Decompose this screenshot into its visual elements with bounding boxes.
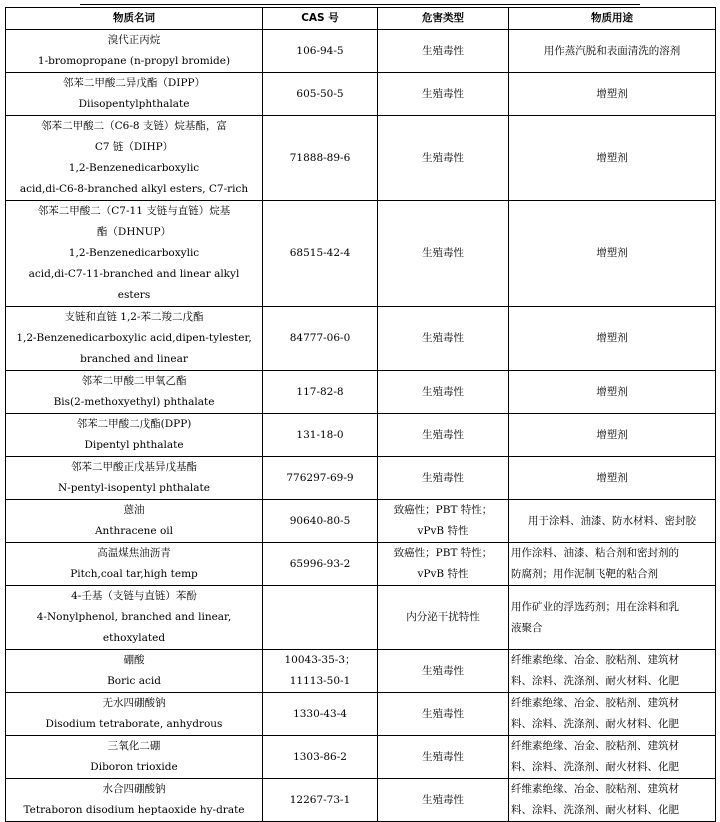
header-use: 物质用途 bbox=[509, 8, 716, 30]
cell-line: 4-Nonylphenol, branched and linear, bbox=[36, 611, 232, 623]
substance-name-cell bbox=[6, 779, 263, 822]
cell-line: 1303-86-2 bbox=[293, 750, 347, 763]
substance-use-cell bbox=[509, 307, 716, 371]
cell-line: 增塑剂 bbox=[596, 428, 628, 441]
cell-line: 料、涂料、洗涤剂、耐火材料、化肥 bbox=[511, 804, 679, 816]
substance-use-cell bbox=[509, 586, 716, 650]
cell-line: 12267-73-1 bbox=[289, 793, 351, 806]
table-body bbox=[6, 30, 716, 822]
cell-line: vPvB 特性 bbox=[417, 568, 469, 580]
cell-line: 10043-35-3； bbox=[284, 654, 356, 666]
cell-line: 用作涂料、油漆、粘合剂和密封剂的 bbox=[511, 547, 679, 559]
cell-line: 65996-93-2 bbox=[289, 557, 351, 570]
cell-line: vPvB 特性 bbox=[417, 525, 469, 537]
cell-line: acid,di-C6-8-branched alkyl esters, C7-rich bbox=[19, 183, 249, 195]
header-row bbox=[6, 8, 716, 30]
cell-line: 生殖毒性 bbox=[422, 428, 464, 441]
cas-number-cell bbox=[263, 500, 378, 543]
substance-use-cell bbox=[509, 543, 716, 586]
cell-line: 邻苯二甲酸二甲氧乙酯 bbox=[81, 375, 187, 387]
cas-number-cell bbox=[263, 457, 378, 500]
cell-line: N-pentyl-isopentyl phthalate bbox=[58, 482, 210, 494]
cell-line: 11113-50-1 bbox=[289, 675, 351, 687]
cell-line: 邻苯二甲酸正戊基异戊基酯 bbox=[71, 461, 197, 473]
table-row bbox=[6, 650, 716, 693]
cell-line: 邻苯二甲酸二（C6-8 支链）烷基酯，富 bbox=[41, 120, 227, 132]
cell-line: 生殖毒性 bbox=[422, 247, 464, 259]
cell-line: 酯（DHNUP） bbox=[96, 226, 172, 238]
cell-line: 增塑剂 bbox=[596, 87, 628, 100]
cell-line: 776297-69-9 bbox=[286, 471, 354, 484]
substance-use-cell bbox=[509, 650, 716, 693]
substance-name-cell bbox=[6, 457, 263, 500]
cell-line: 71888-89-6 bbox=[289, 151, 351, 164]
cell-line: 防腐剂；用作泥制飞靶的粘合剂 bbox=[511, 568, 658, 580]
hazard-type-cell bbox=[378, 307, 509, 371]
cell-line: 84777-06-0 bbox=[289, 332, 351, 344]
cell-line: 增塑剂 bbox=[596, 247, 628, 259]
substance-name-cell bbox=[6, 650, 263, 693]
table-row bbox=[6, 73, 716, 116]
cell-line: ethoxylated bbox=[102, 632, 166, 644]
cell-line: 增塑剂 bbox=[596, 332, 628, 344]
substance-name-cell bbox=[6, 586, 263, 650]
substance-name-cell bbox=[6, 307, 263, 371]
cell-line: 1,2-Benzenedicarboxylic bbox=[68, 162, 200, 174]
substance-name-cell bbox=[6, 693, 263, 736]
cas-number-cell bbox=[263, 779, 378, 822]
table-row bbox=[6, 30, 716, 73]
cell-line: esters bbox=[117, 289, 151, 301]
table-row bbox=[6, 586, 716, 650]
hazard-type-cell bbox=[378, 457, 509, 500]
table-row bbox=[6, 500, 716, 543]
cell-line: 内分泌干扰特性 bbox=[406, 611, 480, 623]
substance-use-cell bbox=[509, 414, 716, 457]
cas-number-cell bbox=[263, 543, 378, 586]
cell-line: 增塑剂 bbox=[596, 151, 628, 164]
cell-line: 液聚合 bbox=[511, 621, 543, 634]
substance-use-cell bbox=[509, 693, 716, 736]
substance-use-cell bbox=[509, 500, 716, 543]
substance-name-cell bbox=[6, 736, 263, 779]
hazard-type-cell bbox=[378, 500, 509, 543]
substance-use-cell bbox=[509, 457, 716, 500]
header-name: 物质名词 bbox=[6, 8, 263, 30]
cas-number-cell bbox=[263, 736, 378, 779]
table-row bbox=[6, 116, 716, 201]
cell-line: 纤维素绝缘、冶金、胶粘剂、建筑材 bbox=[511, 783, 679, 795]
cell-line: 致癌性；PBT 特性； bbox=[393, 504, 493, 516]
cell-line: 料、涂料、洗涤剂、耐火材料、化肥 bbox=[511, 718, 679, 730]
cell-line: Boric acid bbox=[107, 675, 161, 687]
cell-line: branched and linear bbox=[80, 353, 188, 365]
substance-name-cell bbox=[6, 500, 263, 543]
table-row bbox=[6, 371, 716, 414]
substance-name-cell bbox=[6, 371, 263, 414]
cell-line: 生殖毒性 bbox=[422, 385, 464, 398]
table-row bbox=[6, 307, 716, 371]
cell-line: 106-94-5 bbox=[296, 44, 344, 57]
cell-line: 用于涂料、油漆、防水材料、密封胶 bbox=[528, 514, 696, 527]
cell-line: 增塑剂 bbox=[596, 385, 628, 398]
substance-use-cell bbox=[509, 371, 716, 414]
hazard-type-cell bbox=[378, 414, 509, 457]
table-row bbox=[6, 779, 716, 822]
cell-line: 溴代正丙烷 bbox=[107, 34, 161, 46]
cell-line: 纤维素绝缘、冶金、胶粘剂、建筑材 bbox=[511, 654, 679, 666]
substance-use-cell bbox=[509, 73, 716, 116]
substance-name-cell bbox=[6, 543, 263, 586]
cell-line: 无水四硼酸钠 bbox=[102, 697, 166, 709]
cell-line: acid,di-C7-11-branched and linear alkyl bbox=[28, 268, 240, 280]
cell-line: 131-18-0 bbox=[296, 428, 344, 441]
cell-line: 邻苯二甲酸二戊酯(DPP) bbox=[76, 418, 192, 430]
cell-line: Bis(2-methoxyethyl) phthalate bbox=[53, 396, 215, 408]
cas-number-cell bbox=[263, 30, 378, 73]
hazard-type-cell bbox=[378, 116, 509, 201]
cas-number-cell bbox=[263, 650, 378, 693]
cell-line: 117-82-8 bbox=[296, 385, 344, 398]
substance-name-cell bbox=[6, 201, 263, 307]
hazard-type-cell bbox=[378, 693, 509, 736]
cell-line: C7 链（DIHP） bbox=[94, 141, 174, 153]
cell-line: 生殖毒性 bbox=[422, 151, 464, 164]
cell-line: 生殖毒性 bbox=[422, 87, 464, 100]
hazard-type-cell bbox=[378, 371, 509, 414]
cas-number-cell bbox=[263, 307, 378, 371]
cell-line: 生殖毒性 bbox=[422, 793, 464, 806]
hazard-type-cell bbox=[378, 650, 509, 693]
substance-use-cell bbox=[509, 736, 716, 779]
cell-line: 邻苯二甲酸二（C7-11 支链与直链）烷基 bbox=[37, 205, 231, 217]
cell-line: 增塑剂 bbox=[596, 471, 628, 484]
cas-number-cell bbox=[263, 371, 378, 414]
cell-line: Pitch,coal tar,high temp bbox=[70, 568, 198, 580]
cell-line: Dipentyl phthalate bbox=[84, 439, 184, 451]
cell-line: 生殖毒性 bbox=[422, 750, 464, 763]
cell-line: 水合四硼酸钠 bbox=[102, 783, 166, 795]
table-row bbox=[6, 414, 716, 457]
cell-line: 605-50-5 bbox=[296, 87, 344, 100]
cell-line: 硼酸 bbox=[123, 654, 145, 666]
cas-number-cell bbox=[263, 693, 378, 736]
hazard-type-cell bbox=[378, 586, 509, 650]
substance-table bbox=[5, 7, 716, 822]
table-row bbox=[6, 736, 716, 779]
top-rule bbox=[80, 4, 640, 5]
substance-name-cell bbox=[6, 30, 263, 73]
substance-use-cell bbox=[509, 201, 716, 307]
cell-line: 料、涂料、洗涤剂、耐火材料、化肥 bbox=[511, 675, 679, 687]
substance-name-cell bbox=[6, 414, 263, 457]
cell-line: 1330-43-4 bbox=[293, 707, 347, 720]
cell-line: 4-壬基（支链与直链）苯酚 bbox=[71, 590, 197, 602]
cas-number-cell bbox=[263, 414, 378, 457]
cell-line: 用作蒸汽脱和表面清洗的溶剂 bbox=[543, 44, 681, 57]
cell-line: 1,2-Benzenedicarboxylic acid,dipen-tylester, bbox=[16, 332, 252, 344]
cell-line: 高温煤焦油沥青 bbox=[97, 547, 171, 559]
cell-line: 68515-42-4 bbox=[289, 247, 351, 259]
cell-line: 纤维素绝缘、冶金、胶粘剂、建筑材 bbox=[511, 697, 679, 709]
table-row bbox=[6, 693, 716, 736]
table-row bbox=[6, 201, 716, 307]
table-row bbox=[6, 543, 716, 586]
cell-line: 用作矿业的浮选药剂；用在涂料和乳 bbox=[511, 600, 679, 613]
cell-line: 生殖毒性 bbox=[422, 471, 464, 484]
cell-line: 三氧化二硼 bbox=[107, 740, 161, 752]
cas-number-cell bbox=[263, 586, 378, 650]
cell-line: 90640-80-5 bbox=[289, 514, 351, 527]
hazard-type-cell bbox=[378, 30, 509, 73]
cell-line: 料、涂料、洗涤剂、耐火材料、化肥 bbox=[511, 761, 679, 773]
substance-use-cell bbox=[509, 30, 716, 73]
hazard-type-cell bbox=[378, 736, 509, 779]
cell-line: 蒽油 bbox=[123, 504, 145, 516]
cell-line: Tetraboron disodium heptaoxide hy-drate bbox=[23, 804, 245, 816]
table-row bbox=[6, 457, 716, 500]
substance-use-cell bbox=[509, 779, 716, 822]
cell-line: 生殖毒性 bbox=[422, 44, 464, 57]
cas-number-cell bbox=[263, 73, 378, 116]
cell-line: Diboron trioxide bbox=[90, 761, 178, 773]
substance-name-cell bbox=[6, 116, 263, 201]
substance-name-cell bbox=[6, 73, 263, 116]
hazard-type-cell bbox=[378, 543, 509, 586]
cell-line: 1-bromopropane (n-propyl bromide) bbox=[37, 55, 231, 67]
cell-line: Disodium tetraborate, anhydrous bbox=[45, 718, 223, 730]
hazard-type-cell bbox=[378, 73, 509, 116]
header-cas: CAS 号 bbox=[263, 8, 378, 30]
cell-line: 支链和直链 1,2-苯二羧二戊酯 bbox=[64, 311, 204, 323]
cas-number-cell bbox=[263, 116, 378, 201]
hazard-type-cell bbox=[378, 779, 509, 822]
cell-line: 纤维素绝缘、冶金、胶粘剂、建筑材 bbox=[511, 740, 679, 752]
cell-line: Diisopentylphthalate bbox=[78, 98, 190, 110]
cas-number-cell bbox=[263, 201, 378, 307]
cell-line: Anthracene oil bbox=[94, 525, 174, 537]
cell-line: 生殖毒性 bbox=[422, 332, 464, 344]
cell-line: 邻苯二甲酸二异戊酯（DIPP） bbox=[62, 77, 206, 89]
header-hazard: 危害类型 bbox=[378, 8, 509, 30]
substance-use-cell bbox=[509, 116, 716, 201]
cell-line: 生殖毒性 bbox=[422, 707, 464, 720]
hazard-type-cell bbox=[378, 201, 509, 307]
cell-line: 生殖毒性 bbox=[422, 664, 464, 677]
cell-line: 1,2-Benzenedicarboxylic bbox=[68, 247, 200, 259]
cell-line: 致癌性；PBT 特性； bbox=[393, 547, 493, 559]
